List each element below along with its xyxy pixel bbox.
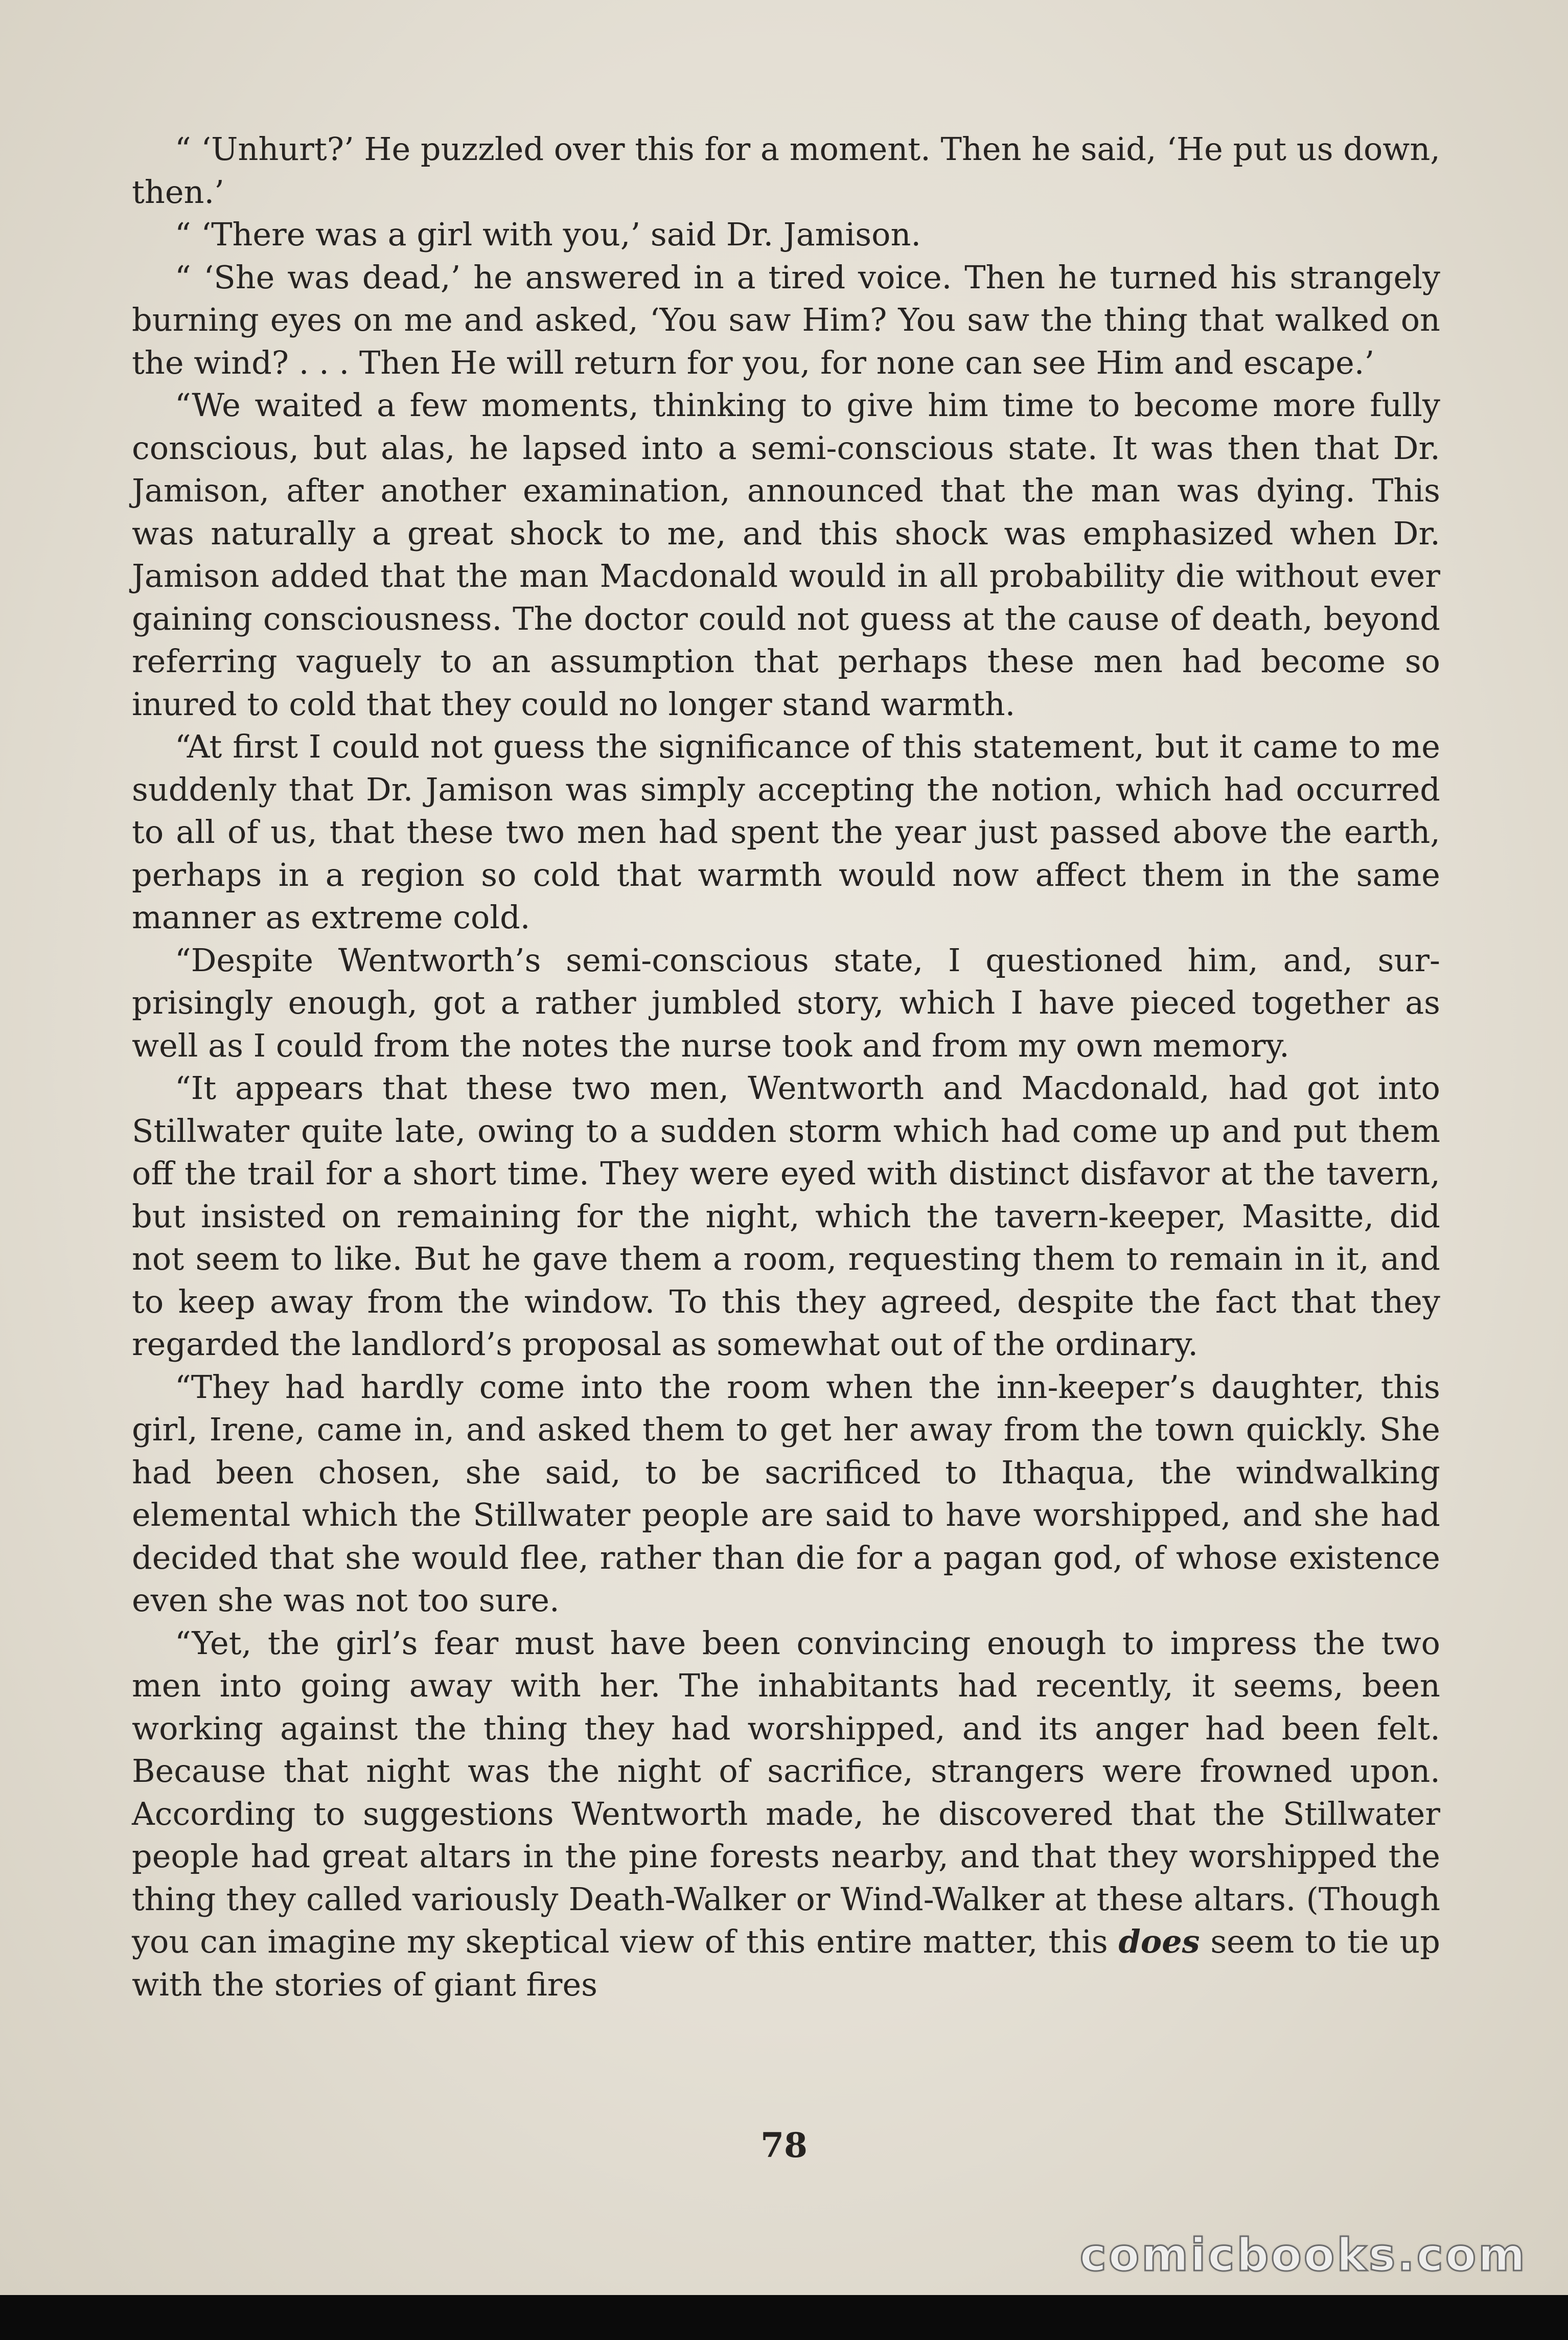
paragraph-last (132, 1622, 1440, 2006)
paragraph: “We waited a few moments, thinking to give him time to become more fully conscious, but alas, he lapsed into a semi-conscious state. It was then that Dr. Jamison, after another examination, announced that the man was dying. This was naturally a great shock to me, and this shock was emphasized when Dr. Jamison added that the man Macdonald would in all probability die without ever gaining consciousness. The doctor could not guess at the cause of death, beyond referring vaguely to an assumption that perhaps these men had become so inured to cold that they could no longer stand warmth. (132, 386, 1440, 723)
paragraph: “It appears that these two men, Wentworth and Macdonald, had got into Stillwater quite late, owing to a sudden storm which had come up and put them off the trail for a short time. They were eyed with distinct disfavor at the tavern, but insisted on remaining for the night, which the tavern-keeper, Masitte, did not seem to like. But he gave them a room, requesting them to remain in it, and to keep away from the window. To this they agreed, despite the fact that they regarded the landlord’s proposal as somewhat out of the ordinary. (132, 1069, 1440, 1363)
paragraph: “They had hardly come into the room when the inn-keeper’s daughter, this girl, Irene, came in, and asked them to get her away from the town quickly. She had been chosen, she said, to be sacrificed to Ithaqua, the windwalking elemental which the Stillwater people are said to have worshipped, and she had decided that she would flee, rather than die for a pagan god, of whose existence even she was not too sure. (132, 1368, 1440, 1619)
paragraph: “ ‘Unhurt?’ He puzzled over this for a moment. Then he said, ‘He put us down, then.’ (132, 130, 1440, 211)
scan-border (0, 2295, 1568, 2340)
page-number: 78 (760, 2125, 808, 2165)
paragraph-text: seem to tie up with the stories of giant fires (132, 1923, 1440, 2003)
paragraph: “Despite Wentworth’s semi-conscious state, I questioned him, and, surprisingly enough, got a rather jumbled story, which I have pieced together as well as I could from the notes the nurse took and from my own memory. (132, 941, 1440, 1064)
body-text (132, 128, 1440, 2006)
paragraph-text: “Yet, the girl’s fear must have been convincing enough to impress the two men into going away with her. The inhabitants had recently, it seems, been working against the thing they had worshipped, and its anger had been felt. Because that night was the night of sacrifice, strangers were frowned upon. According to suggestions Wentworth made, he discovered that the Stillwater people had great altars in the pine forests nearby, and that they worshipped the thing they called variously Death-Walker or Wind-Walker at these altars. (Though you can imagine my skeptical view of this entire matter, this (132, 1624, 1440, 1960)
paragraph: “ ‘She was dead,’ he answered in a tired voice. Then he turned his strangely burning eyes on me and asked, ‘You saw Him? You saw the thing that walked on the wind? . . . Then He will return for you, for none can see Him and escape.’ (132, 258, 1440, 381)
paragraph: “At first I could not guess the significance of this statement, but it came to me suddenly that Dr. Jamison was simply accepting the notion, which had occurred to all of us, that these two men had spent the year just passed above the earth, perhaps in a region so cold that warmth would now affect them in the same manner as extreme cold. (132, 728, 1440, 936)
paragraph: “ ‘There was a girl with you,’ said Dr. Jamison. (175, 216, 921, 253)
watermark-logo: comicbooks.com (1079, 2229, 1527, 2281)
emphasized-word: does (1118, 1923, 1200, 1960)
